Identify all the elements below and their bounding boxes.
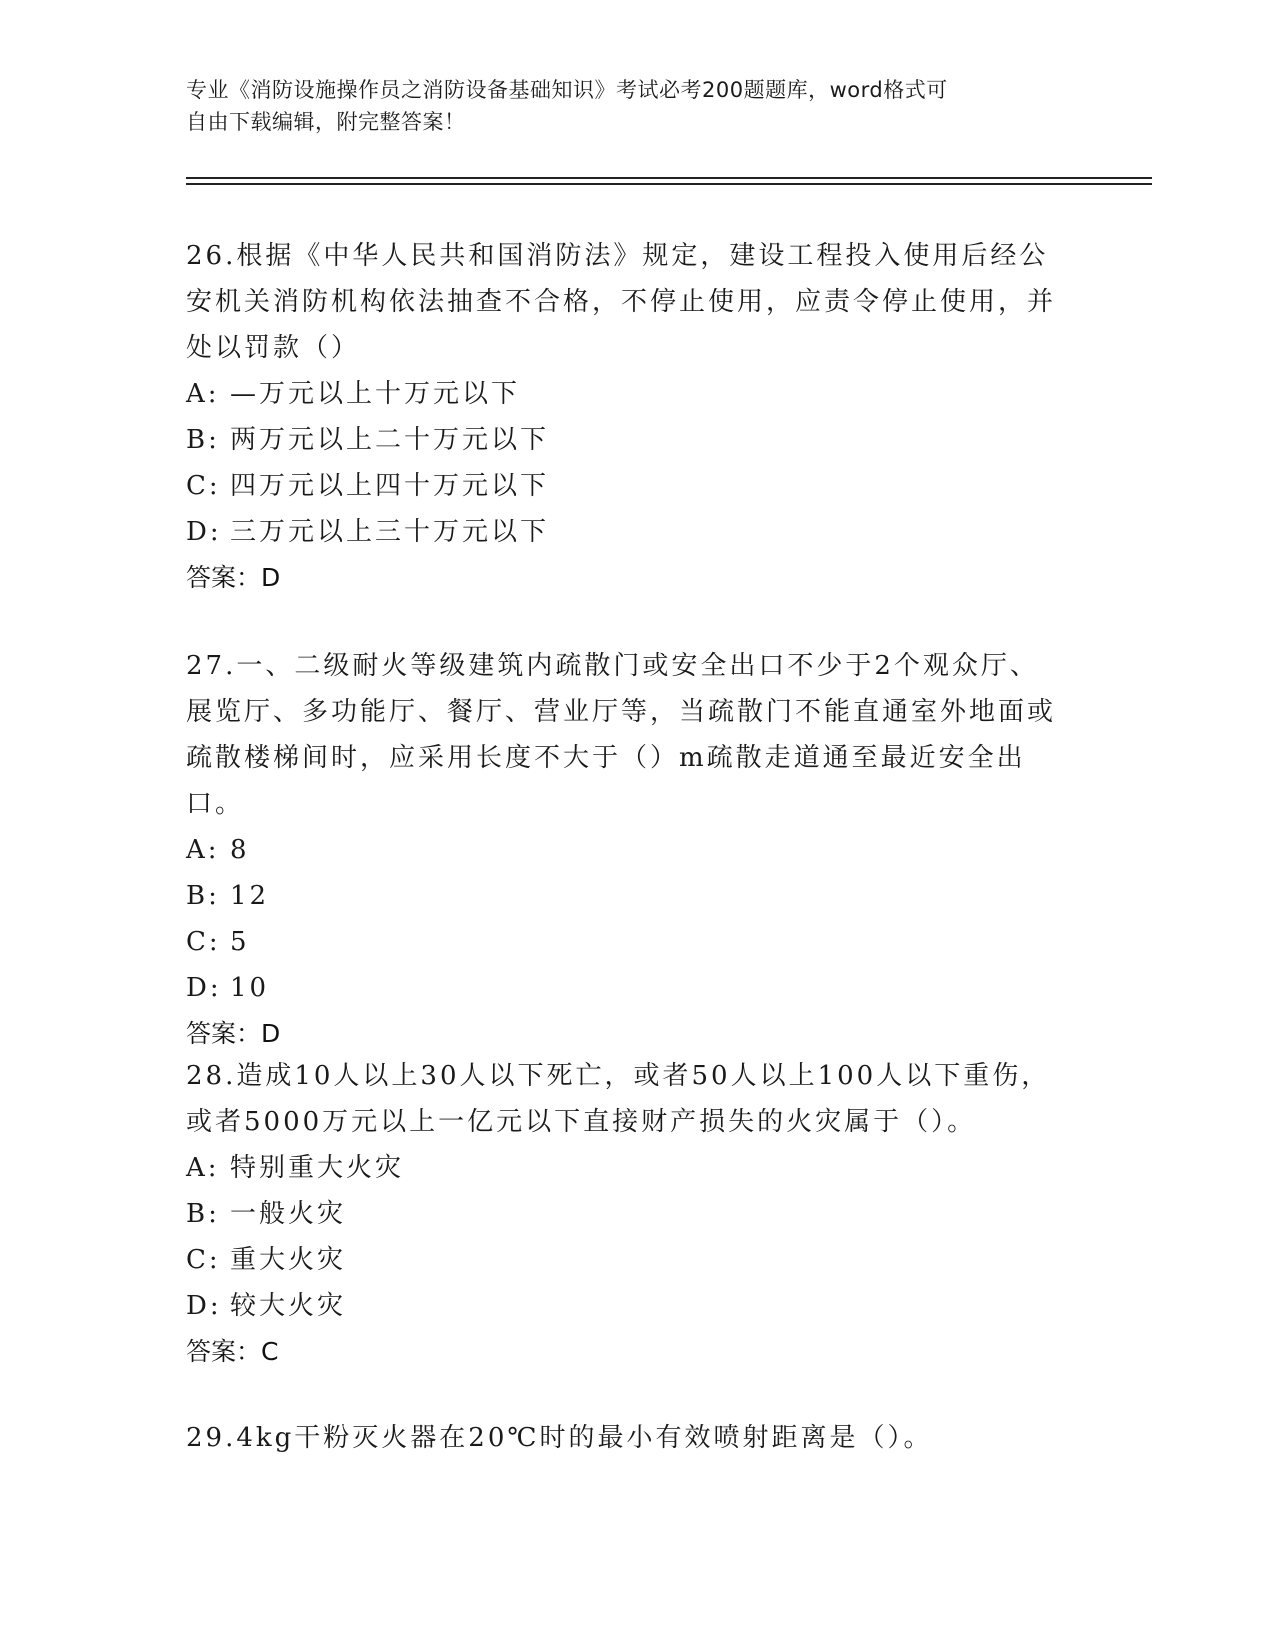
option-text: 三万元以上三十万元以下 (230, 517, 550, 547)
option-d (186, 965, 1066, 1011)
question-text: 29.4kg干粉灭火器在20℃时的最小有效喷射距离是（）。 (186, 1423, 933, 1453)
answer: 答案：D (186, 1019, 281, 1048)
header-divider-bottom (186, 183, 1152, 185)
question-26 (186, 233, 1066, 601)
option-text: 特别重大火灾 (230, 1153, 405, 1183)
question-27 (186, 643, 1066, 1057)
header-line-2: 自由下载编辑，附完整答案！ (186, 110, 466, 134)
option-text: 8 (230, 835, 250, 865)
option-letter: A: (186, 835, 220, 865)
option-b (186, 873, 1066, 919)
option-letter: C: (186, 471, 221, 501)
option-text: 重大火灾 (230, 1245, 347, 1275)
option-letter: A: (186, 1153, 220, 1183)
option-text: 四万元以上四十万元以下 (230, 471, 550, 501)
option-text: 12 (230, 881, 270, 911)
option-letter: D: (186, 1291, 222, 1321)
question-text: 26.根据《中华人民共和国消防法》规定，建设工程投入使用后经公安机关消防机构依法抽查不合格，不停止使用，应责令停止使用，并处以罚款（） (186, 241, 1057, 363)
option-text: 一般火灾 (230, 1199, 347, 1229)
option-letter: D: (186, 973, 222, 1003)
option-letter: B: (186, 425, 220, 455)
document-header (186, 74, 1066, 138)
answer: 答案：D (186, 563, 281, 592)
option-c (186, 919, 1066, 965)
option-letter: B: (186, 881, 220, 911)
option-d (186, 509, 1066, 555)
option-letter: B: (186, 1199, 220, 1229)
question-28 (186, 1053, 1066, 1375)
header-line-1: 专业《消防设施操作员之消防设备基础知识》考试必考200题题库，word格式可 (186, 78, 948, 102)
question-29 (186, 1415, 1066, 1461)
option-letter: C: (186, 1245, 221, 1275)
option-text: 10 (230, 973, 270, 1003)
option-a (186, 371, 1066, 417)
option-b (186, 417, 1066, 463)
question-text: 27.一、二级耐火等级建筑内疏散门或安全出口不少于2个观众厅、展览厅、多功能厅、餐厅、营业厅等，当疏散门不能直通室外地面或疏散楼梯间时，应采用长度不大于（）m疏散走道通至最近安全出口。 (186, 651, 1057, 819)
option-text: 5 (230, 927, 250, 957)
option-letter: D: (186, 517, 222, 547)
header-divider-top (186, 177, 1152, 179)
question-text: 28.造成10人以上30人以下死亡，或者50人以上100人以下重伤，或者5000万元以上一亿元以下直接财产损失的火灾属于（）。 (186, 1061, 1051, 1137)
option-text: 两万元以上二十万元以下 (230, 425, 550, 455)
option-text: —万元以上十万元以下 (230, 379, 521, 409)
option-d (186, 1283, 1066, 1329)
option-a (186, 827, 1066, 873)
answer: 答案：C (186, 1337, 279, 1366)
option-c (186, 463, 1066, 509)
option-letter: A: (186, 379, 220, 409)
option-letter: C: (186, 927, 221, 957)
option-a (186, 1145, 1066, 1191)
option-text: 较大火灾 (230, 1291, 347, 1321)
option-c (186, 1237, 1066, 1283)
option-b (186, 1191, 1066, 1237)
